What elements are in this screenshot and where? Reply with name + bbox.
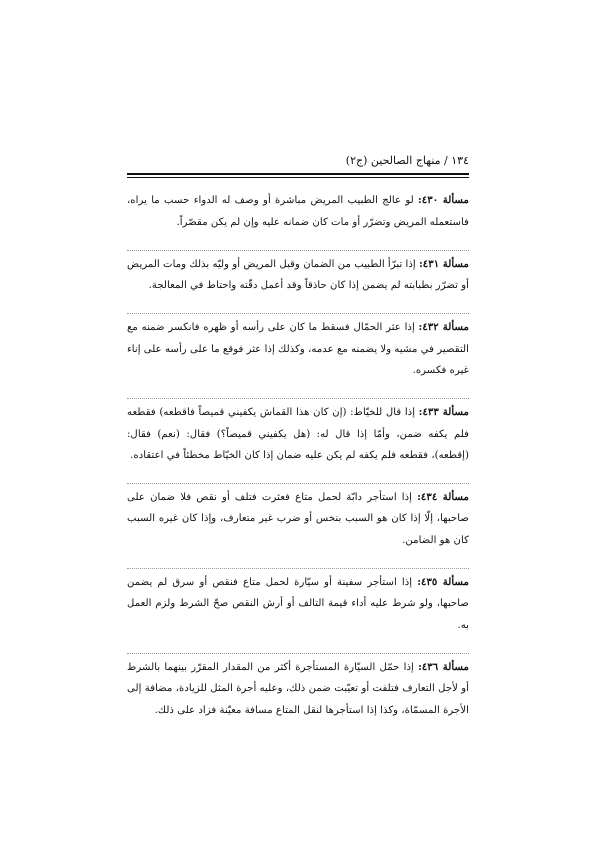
issue-heading: مسألة ٤٣٤: xyxy=(417,490,470,503)
issue-heading: مسألة ٤٣٥: xyxy=(417,575,469,588)
issue-432 xyxy=(127,313,469,388)
issue-434 xyxy=(127,483,469,558)
issue-433 xyxy=(127,398,469,473)
issue-text: إذا تبرّأ الطبيب من الضمان وقبل المريض أو وليّه بذلك ومات المريض أو تضرّر بطبابته لم يضمن إذا كان حاذقاً وقد أعمل دقّته واحتاط في المعالجة. xyxy=(127,258,469,292)
issue-text: إذا استأجر دابّة لحمل متاع فعثرت فتلف أو نقص فلا ضمان على صاحبها، إلّا إذا كان هو السبب بنخس أو ضرب غير متعارف، وإذا كان غيره السبب كان هو الضامن. xyxy=(127,491,469,547)
issue-435 xyxy=(127,568,469,643)
issue-text: إذا استأجر سفينة أو سيّارة لحمل متاع فنقص أو سرق لم يضمن صاحبها، ولو شرط عليه أداء قيمة التالف أو أرش النقص صحّ الشرط ولزم العمل به. xyxy=(127,576,469,632)
issue-text: إذا حمّل السيّارة المستأجرة أكثر من المقدار المقرّر بينهما بالشرط أو لأجل التعارف فتلفت أو تعيّبت ضمن ذلك، وعليه أجرة المثل للزيادة، مضافة إلى الأجرة المسمّاة، وكذا إذا استأجرها لنقل المتاع مسافة معيّنة فزاد على ذلك. xyxy=(127,661,469,716)
book-page xyxy=(127,152,469,738)
issue-heading: مسألة ٤٣٣: xyxy=(418,405,470,418)
issue-text: إذا قال للخيّاط: (إن كان هذا القماش يكفيني قميصاً فاقطعه) فقطعه فلم يكفه ضمن، وأمّا إذا قال له: (هل يكفيني قميصاً؟) فقال: (نعم) فقال: (إقطعه)، فقطعه فلم يكفه لم يكن عليه ضمان إذا كان الخيّاط مخطئاً في اعتقاده. xyxy=(127,406,469,462)
issue-431 xyxy=(127,250,469,303)
header-rule-thin xyxy=(127,177,469,178)
issue-heading: مسألة ٤٣٢: xyxy=(418,320,469,333)
issue-heading: مسألة ٤٣٠: xyxy=(418,194,470,207)
issue-text: لو عالج الطبيب المريض مباشرة أو وصف له الدواء حسب ما يراه، فاستعمله المريض وتضرّر أو مات كان ضمانه عليه وإن لم يكن مقصّراً. xyxy=(127,195,469,228)
page-number-and-book-title: ١٣٤ / منهاج الصالحين (ج٢) xyxy=(345,154,469,167)
issue-430 xyxy=(127,188,469,239)
header-rule-thick xyxy=(127,173,469,175)
issue-heading: مسألة ٤٣٦: xyxy=(418,660,469,673)
issue-436 xyxy=(127,653,469,728)
issue-text: إذا عثر الحمّال فسقط ما كان على رأسه أو ظهره فانكسر ضمنه مع التقصير في مشيه ولا يضمنه مع عدمه، وكذلك إذا عثر فوقع ما على رأسه على إناء غيره فكسره. xyxy=(126,321,469,377)
running-header xyxy=(127,152,469,171)
issue-heading: مسألة ٤٣١: xyxy=(419,257,469,270)
page-body xyxy=(127,188,469,727)
